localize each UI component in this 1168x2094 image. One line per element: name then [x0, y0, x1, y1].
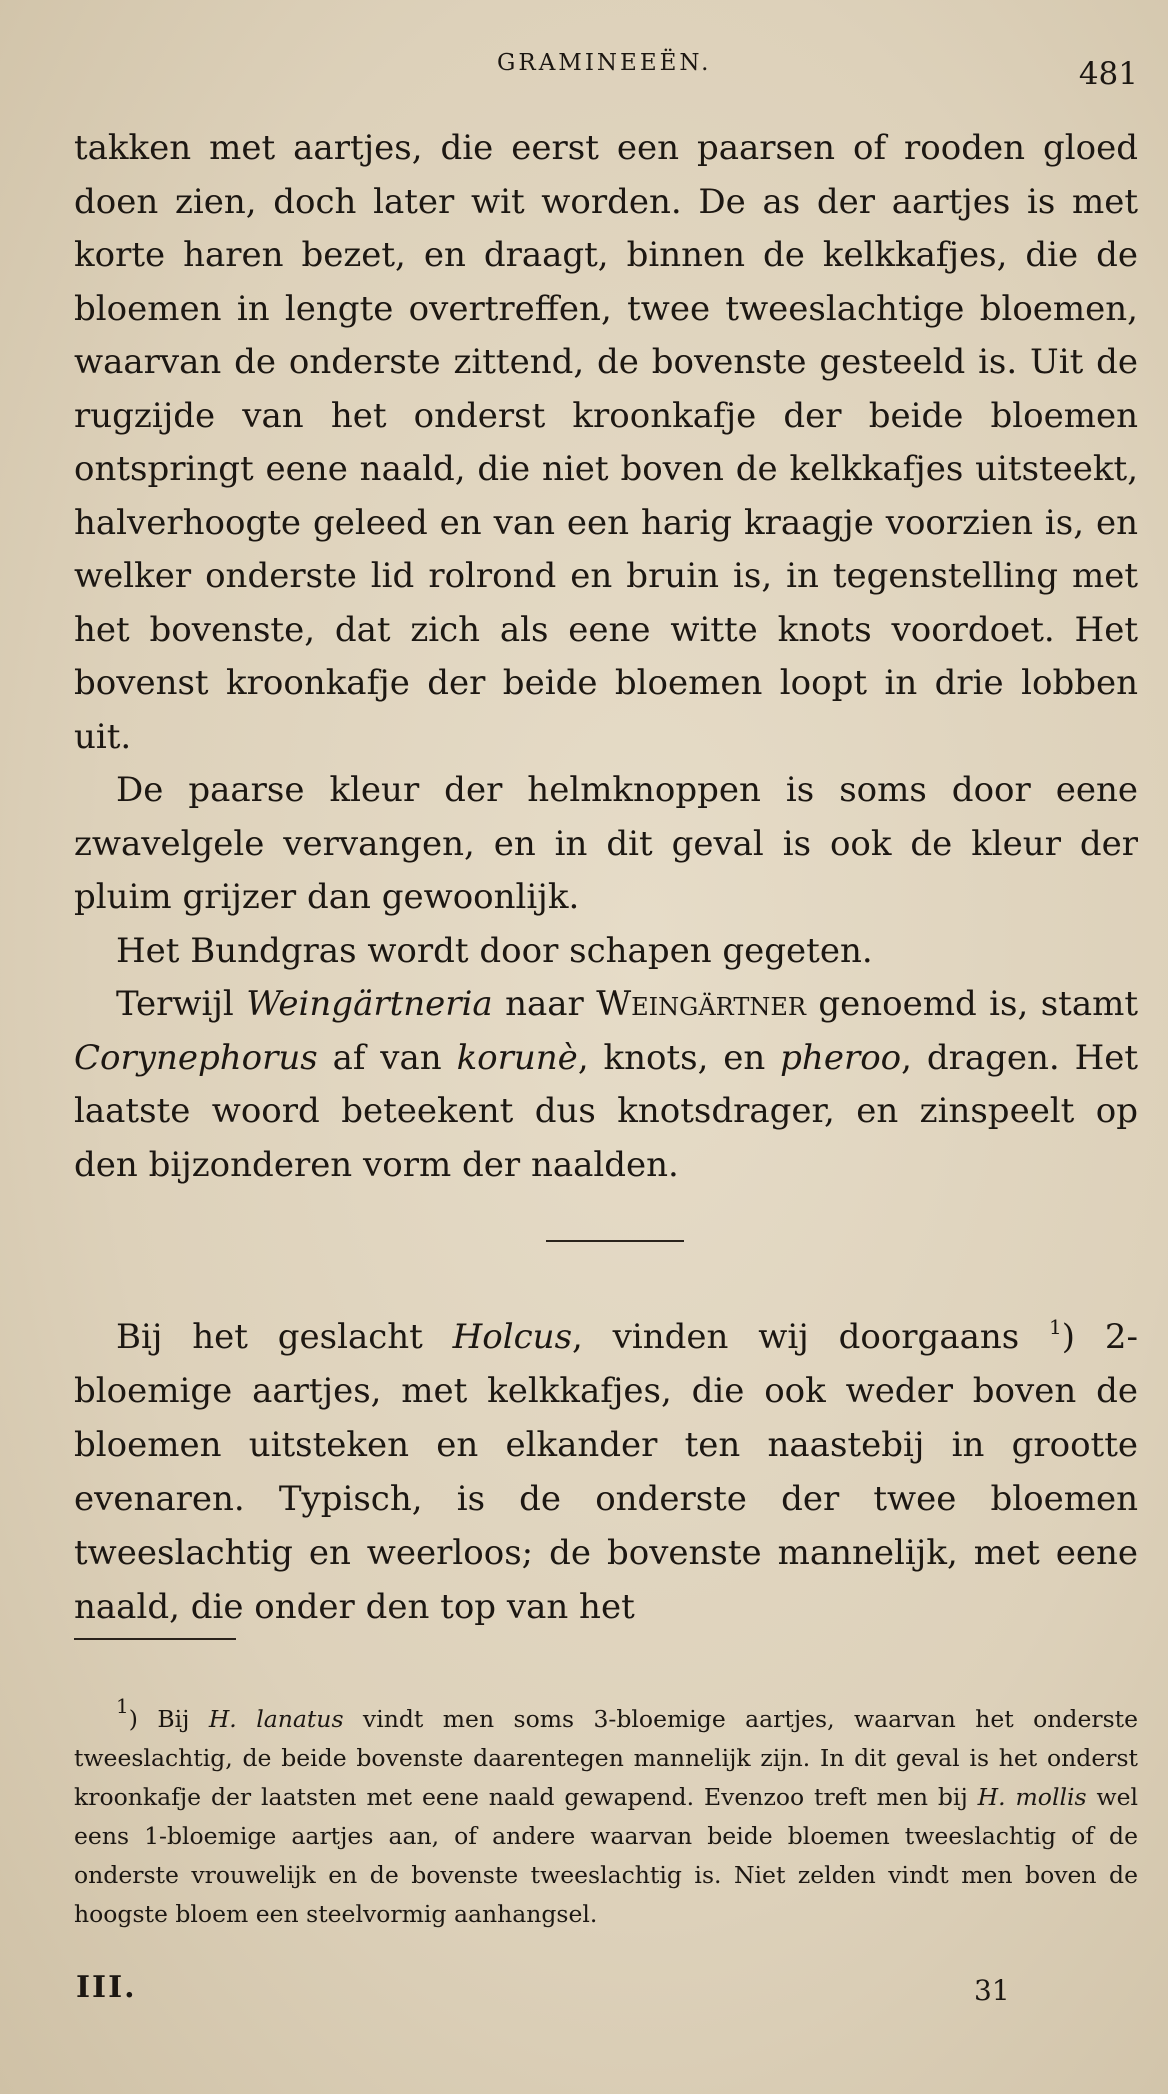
signature-mark: III.: [76, 1970, 137, 2005]
text-run: , knots, en: [577, 1037, 781, 1078]
section-separator: [546, 1240, 684, 1242]
text-run: naar: [492, 984, 597, 1024]
greek-word: korunè: [456, 1037, 578, 1078]
text-run: , dragen. Het laatste woord beteekent dus knotsdrager, en zinspeelt op den bijzonderen vorm der naalden.: [74, 1037, 1139, 1185]
page-number: 481: [1078, 56, 1138, 92]
text-run: af van: [317, 1037, 457, 1078]
paragraph-2: De paarse kleur der helmknoppen is soms door eene zwavelgele vervangen, en in dit geval is ook de kleur der pluim grijzer dan gewoonlijk.: [74, 770, 1138, 917]
text-run: ) 2-bloemige aartjes, met kelkkafjes, die ook weder boven de bloemen uitsteken en elkander ten naastebij in grootte evenaren. Typisch, is de onderste der twee bloemen tweeslachtig en weerloos; de bovenste mannelijk, met eene naald, die onder den top van het: [74, 1317, 1138, 1627]
species-name: H. mollis: [977, 1783, 1087, 1811]
main-text: [74, 122, 1138, 1192]
main-text-continued: [74, 1310, 1138, 1634]
text-run: Bij het geslacht: [116, 1317, 453, 1357]
paragraph-3: Het Bundgras wordt door schapen gegeten.: [116, 930, 873, 971]
text-run: wel eens 1-bloemige aartjes aan, of andere waarvan beide bloemen tweeslachtig of de onderste vrouwelijk en de bovenste tweeslachtig is. Niet zelden vindt men boven de hoogste bloem een steelvormig aanhangsel.: [74, 1783, 1139, 1928]
footnote: [74, 1694, 1139, 1934]
genus-name: Holcus: [452, 1317, 573, 1357]
text-run: genoemd is, stamt: [805, 984, 1138, 1024]
person-name: Weingärtner: [596, 984, 806, 1024]
species-name: H. lanatus: [208, 1705, 344, 1733]
text-run: ) Bij: [128, 1705, 209, 1733]
paragraph-4: [74, 978, 1138, 1192]
footnote-rule: [74, 1638, 236, 1640]
paragraph-5: [74, 1310, 1138, 1634]
text-run: Terwijl: [116, 984, 247, 1024]
sheet-number: 31: [974, 1974, 1010, 2007]
running-head: GRAMINEEËN.: [497, 50, 712, 76]
paragraph-1: takken met aartjes, die eerst een paarsen of rooden gloed doen zien, doch later wit worden. De as der aartjes is met korte haren bezet, en draagt, binnen de kelkkafjes, die de bloemen in lengte overtreffen, twee tweeslachtige bloemen, waarvan de onderste zittend, de bovenste gesteeld is. Uit de rugzijde van het onderst kroonkafje der beide bloemen ontspringt eene naald, die niet boven de kelkkafjes uitsteekt, halverhoogte geleed en van een harig kraagje voorzien is, en welker onderste lid rolrond en bruin is, in tegenstelling met het bovenste, dat zich als eene witte knots voordoet. Het bovenst kroonkafje der beide bloemen loopt in drie lobben uit.: [74, 128, 1138, 757]
footnote-reference[interactable]: 1: [1049, 1315, 1062, 1339]
genus-name: Corynephorus: [74, 1037, 318, 1078]
text-run: , vinden wij doorgaans: [572, 1317, 1050, 1357]
greek-word: pheroo: [780, 1037, 902, 1078]
footnote-marker: 1: [116, 1694, 129, 1718]
genus-name: Weingärtneria: [246, 984, 493, 1024]
text-run: vindt men soms 3-bloemige aartjes, waarvan het onderste tweeslachtig, de beide bovenste daarentegen mannelijk zijn. In dit geval is het onderst kroonkafje der laatsten met eene naald gewapend. Evenzoo treft men bij: [74, 1705, 1138, 1811]
